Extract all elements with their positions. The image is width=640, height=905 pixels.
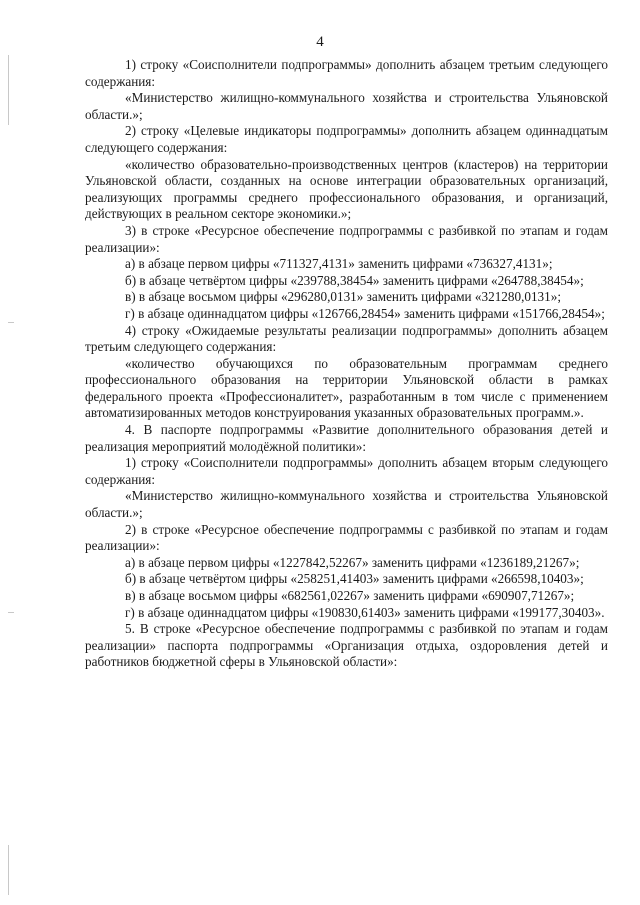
paragraph: 1) строку «Соисполнители подпрограммы» дополнить абзацем третьим следующего содержания: — [85, 57, 608, 89]
paragraph: а) в абзаце первом цифры «1227842,52267» заменить цифрами «1236189,21267»; — [125, 554, 580, 570]
paragraph: 2) в строке «Ресурсное обеспечение подпрограммы с разбивкой по этапам и годам реализации»: — [85, 521, 608, 554]
paragraph: «Министерство жилищно-коммунального хозяйства и строительства Ульяновской области.»; — [85, 90, 608, 122]
paragraph: б) в абзаце четвёртом цифры «258251,41403» заменить цифрами «266598,10403»; — [125, 571, 584, 587]
paragraph: 1) строку «Соисполнители подпрограммы» дополнить абзацем вторым следующего содержания: — [85, 455, 608, 487]
page-number: 4 — [316, 34, 324, 50]
paragraph: «количество образовательно-производственных центров (кластеров) на территории Ульяновской области, созданных на основе интеграции образовательных организаций, реализующих программы среднего профессионального образования, и организаций, действующих в реальном секторе экономики.»; — [85, 156, 608, 222]
paragraph: в) в абзаце восьмом цифры «296280,0131» заменить цифрами «321280,0131»; — [125, 289, 561, 305]
left-margin-tick — [8, 322, 14, 323]
left-margin-rule — [8, 845, 9, 895]
paragraph: 2) строку «Целевые индикаторы подпрограммы» дополнить абзацем одиннадцатым следующего содержания: — [85, 123, 608, 155]
paragraph: а) в абзаце первом цифры «711327,4131» заменить цифрами «736327,4131»; — [125, 256, 553, 272]
document-body — [85, 57, 608, 671]
paragraph: 3) в строке «Ресурсное обеспечение подпрограммы с разбивкой по этапам и годам реализации»: — [85, 222, 608, 255]
left-margin-rule — [8, 55, 9, 125]
paragraph: «количество обучающихся по образовательным программам среднего профессионального образования на территории Ульяновской области в рамках федерального проекта «Профессионалитет», разработанным в том числе с применением автоматизированных методов конструирования указанных образовательных программ.». — [85, 355, 608, 421]
paragraph: «Министерство жилищно-коммунального хозяйства и строительства Ульяновской области.»; — [85, 488, 608, 521]
paragraph: 4) строку «Ожидаемые результаты реализации подпрограммы» дополнить абзацем третьим следующего содержания: — [85, 322, 608, 355]
paragraph: в) в абзаце восьмом цифры «682561,02267» заменить цифрами «690907,71267»; — [125, 588, 575, 603]
paragraph: г) в абзаце одиннадцатом цифры «190830,61403» заменить цифрами «199177,30403». — [125, 604, 605, 620]
paragraph: 4. В паспорте подпрограммы «Развитие дополнительного образования детей и реализация мероприятий молодёжной политики»: — [85, 422, 608, 454]
paragraph: б) в абзаце четвёртом цифры «239788,38454» заменить цифрами «264788,38454»; — [125, 272, 584, 288]
left-margin-tick — [8, 612, 14, 613]
paragraph: 5. В строке «Ресурсное обеспечение подпрограммы с разбивкой по этапам и годам реализации» паспорта подпрограммы «Организация отдыха, оздоровления детей и работников бюджетной сферы в Ульяновской области»: — [85, 621, 608, 670]
paragraph: г) в абзаце одиннадцатом цифры «126766,28454» заменить цифрами «151766,28454»; — [125, 305, 605, 321]
